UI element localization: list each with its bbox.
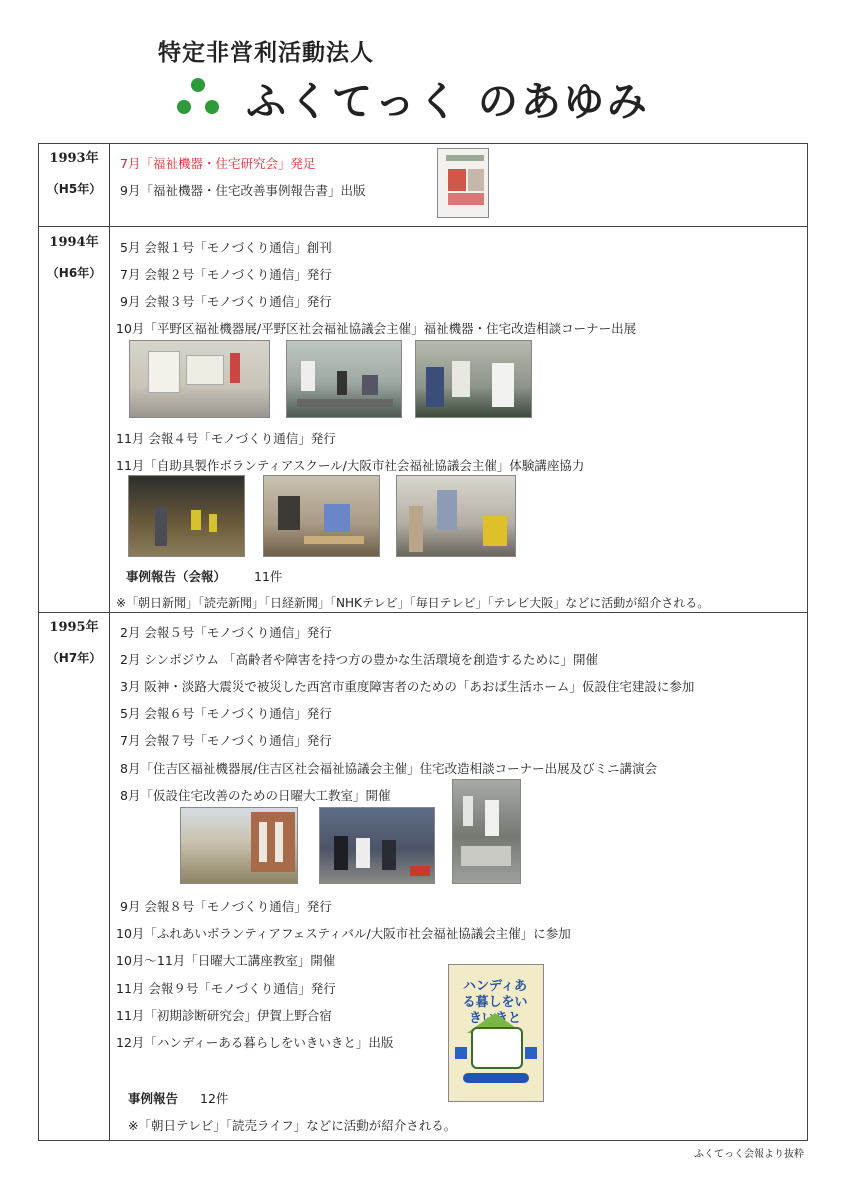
diy-class-photo — [180, 807, 298, 884]
row-divider — [38, 226, 808, 227]
diy-class-photo — [319, 807, 435, 884]
report-book-cover — [437, 148, 489, 218]
event-line: 10月〜11月「日曜大工講座教室」開催 — [116, 953, 336, 968]
diy-class-photo — [452, 779, 521, 884]
year-label: 1993年 — [49, 151, 99, 166]
event-line: 9月 会報３号「モノづくり通信」発行 — [120, 294, 332, 309]
event-line: 8月「仮設住宅改善のための日曜大工教室」開催 — [120, 788, 391, 803]
event-line: 11月「初期診断研究会」伊賀上野合宿 — [116, 1008, 332, 1023]
row-divider — [38, 612, 808, 613]
event-line: 3月 阪神・淡路大震災で被災した西宮市重度障害者のための「あおば生活ホーム」仮設住宅建設に参加 — [120, 679, 695, 694]
year-label: 1995年 — [49, 620, 99, 635]
report-count: 12件 — [200, 1091, 229, 1106]
exhibition-photo — [286, 340, 402, 418]
event-line: 9月 会報８号「モノづくり通信」発行 — [120, 899, 332, 914]
book-cover-title: ハンディある暮しをいきいきと — [462, 979, 528, 1026]
workshop-photo — [396, 475, 516, 557]
event-line: 10月「ふれあいボランティアフェスティバル/大阪市社会福祉協議会主催」に参加 — [116, 926, 571, 941]
event-line: 10月「平野区福祉機器展/平野区社会福祉協議会主催」福祉機器・住宅改造相談コーナー出展 — [116, 321, 637, 336]
event-line: 11月「自助具製作ボランティアスクール/大阪市社会福祉協議会主催」体験講座協力 — [116, 458, 585, 473]
workshop-photo — [263, 475, 380, 557]
event-line: 7月「福祉機器・住宅研究会」発足 — [120, 156, 316, 171]
exhibition-photo — [415, 340, 532, 418]
event-line: 11月 会報４号「モノづくり通信」発行 — [116, 431, 336, 446]
handy-book-cover — [448, 964, 544, 1102]
media-note: ※「朝日テレビ」「読売ライフ」などに活動が紹介される。 — [128, 1118, 457, 1133]
event-line: 5月 会報１号「モノづくり通信」創刊 — [120, 240, 332, 255]
source-footer: ふくてっく会報より抜粋 — [694, 1149, 804, 1160]
event-line: 12月「ハンディーある暮らしをいきいきと」出版 — [116, 1035, 394, 1050]
trefoil-logo-icon — [175, 78, 221, 118]
page-title: ふくてっく のあゆみ — [246, 79, 650, 125]
event-line: 2月 シンポジウム 「高齢者や障害を持つ方の豊かな生活環境を創造するために」開催 — [120, 652, 598, 667]
report-label: 事例報告（会報） — [126, 569, 227, 584]
event-line: 7月 会報７号「モノづくり通信」発行 — [120, 733, 332, 748]
year-label: 1994年 — [49, 235, 99, 250]
workshop-photo — [128, 475, 245, 557]
report-count: 11件 — [254, 569, 283, 584]
event-line: 9月「福祉機器・住宅改善事例報告書」出版 — [120, 183, 366, 198]
era-label: （H7年） — [46, 651, 102, 665]
event-line: 8月「住吉区福祉機器展/住吉区社会福祉協議会主催」住宅改造相談コーナー出展及びミニ講演会 — [120, 761, 658, 776]
report-label: 事例報告 — [128, 1091, 179, 1106]
era-label: （H5年） — [46, 182, 102, 196]
column-divider — [109, 143, 110, 1141]
org-name: 特定非営利活動法人 — [158, 40, 374, 66]
event-line: 11月 会報９号「モノづくり通信」発行 — [116, 981, 336, 996]
media-note: ※「朝日新聞」「読売新聞」「日経新聞」「NHKテレビ」「毎日テレビ」「テレビ大阪」などに活動が紹介される。 — [116, 596, 710, 610]
era-label: （H6年） — [46, 266, 102, 280]
event-line: 5月 会報６号「モノづくり通信」発行 — [120, 706, 332, 721]
event-line: 2月 会報５号「モノづくり通信」発行 — [120, 625, 332, 640]
exhibition-photo — [129, 340, 270, 418]
event-line: 7月 会報２号「モノづくり通信」発行 — [120, 267, 332, 282]
